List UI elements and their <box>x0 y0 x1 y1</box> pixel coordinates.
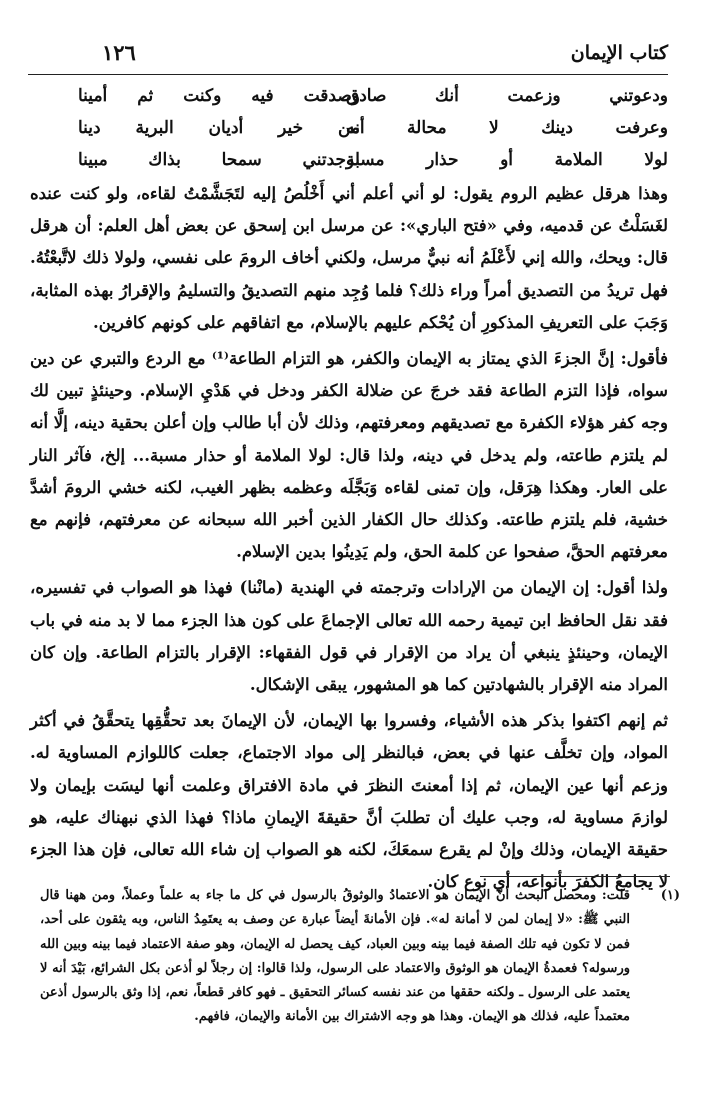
body-paragraph: فأقول: إنَّ الجزءَ الذي يمتاز به الإيمان والكفر، هو التزام الطاعة⁽¹⁾ مع الردع والتبري عن دين سواه، فإذا التزم الطاعة فقد خرجَ عن ضلالة الكفر ودخل في هَدْيِ الإسلام. وحينئذٍ تبين لك وجه كفر هؤلاء الكفرة مع تصديقهم ومعرفتهم، وذلك لأن أبا طالب وإن أعلن بحقية دينه، إلَّا أنه لم يلتزم طاعته، ولم يدخل في دينه، ولذا قال: لولا الملامة أو حذار مسبة... إلخ، فآثر النار على العار. وهكذا هِرَقل، وإن تمنى لقاءه وَبَجَّلَه وعظمه بظهر الغيب، لكنه خشي الرومَ أشدَّ خشية، فلم يلتزم طاعته. وكذلك حال الكفار الذين أخبر الله سبحانه عن معرفتهم، فإنهم مع معرفتهم الحقَّ، صفحوا عن كلمة الحق، ولم يَدِينُوا بدين الإسلام. <box>30 349 668 562</box>
poem-verse <box>30 146 668 178</box>
verse-first-hemistich: لولا الملامة أو حذار مسبة <box>346 150 668 170</box>
verse-first-hemistich: وعرفت دينك لا محالة أنه <box>346 118 668 138</box>
poem-block <box>30 82 668 178</box>
page-header <box>28 38 668 75</box>
verse-first-hemistich: ودعوتني وزعمت أنك صادق <box>346 86 668 106</box>
body-paragraph: ثم إنهم اكتفوا بذكر هذه الأشياء، وفسروا بها الإيمان، لأن الإيمانَ بعد تحقُّقِها يتحقَّقُ في أكثر المواد، وإن تخلَّف عنها في بعض، فبالنظر إلى مواد الاجتماع، جعلت كاللوازم المساوية له. وزعم أنها عين الإيمان، ثم إذا أمعنتَ النظرَ في مادة الافتراق وعلمت أنها ليسَت بإيمان ولا لوازمَ مساوية له، وجب عليك أن تطلبَ أنَّ حقيقةَ الإيمانِ ماذا؟ فهذا الذي نبهناك عليه، هو حقيقة الإيمان، وذلك وإنْ لم يقرع سمعَكَ، لكنه هو الصواب إن شاء الله تعالى، فإن هذا الجزء لا يجامعُ الكفرَ بأنواعه، أي نوع كان. <box>30 711 668 892</box>
verse-second-hemistich: من خير أديان البرية دينا <box>78 118 360 138</box>
verse-second-hemistich: لوجدتني سمحا بذاك مبينا <box>78 150 360 170</box>
poem-verse <box>30 82 668 114</box>
footnote-number: (١) <box>660 888 680 903</box>
body-paragraph: ولذا أقول: إن الإيمان من الإرادات وترجمته في الهندية (مانْنا) فهذا هو الصواب في تفسيره، فقد نقل الحافظ ابن تيمية رحمه الله تعالى الإجماعَ على كون هذا الجزء مما لا بد منه في باب الإيمان، وحينئذٍ ينبغي أن يراد من الإقرار في قول الفقهاء: الإقرار بالتزام الطاعة. وإن كان المراد منه الإقرار بالشهادتين كما هو المشهور، يبقى الإشكال. <box>30 578 668 695</box>
main-text <box>30 178 668 902</box>
verse-second-hemistich: وصدقت فيه وكنت ثم أمينا <box>78 86 360 106</box>
footnote <box>40 884 680 1030</box>
poem-verse <box>30 114 668 146</box>
footnote-separator <box>480 876 670 877</box>
footnote-text: قلت: ومحصل البحث أنَّ الإيمان هو الاعتمادُ والوثوقُ بالرسول في كل ما جاء به علماً وعملاً، ومن ههنا قال النبي ﷺ: «لا إيمان لمن لا أمانة له». فإن الأمانةَ أيضاً عبارة عن وصف به يعتَمِدُ الناس، وبه يثقون على أحد، فمن لا تكون فيه تلك الصفة فيما بينه وبين العباد، كيف يحصل له الإيمان، وهو صفة الاعتماد فيما بينه وبين الله ورسوله؟ فعمدةُ الإيمان هو الوثوق والاعتماد على الرسول، ولذا قالوا: إن رجلاً لو أذعن بكل الشرائع، بَيْدَ أنه لا يعتمد على الرسول ـ ولكنه حققها من عند نفسه كسائر التحقيق ـ فهو كافر قطعاً، نعم، إذا وثق بالرسول أذعن معتمداً عليه، فذلك هو الإيمان. وهذا هو وجه الاشتراك بين الأمانة والإيمان، فافهم. <box>40 888 630 1025</box>
body-paragraph: وهذا هرقل عظيم الروم يقول: لو أني أعلم أني أَخْلُصُ إليه لتَجَشَّمْتُ لقاءه، ولو كنت عنده لغَسَلْتُ عن قدميه، وفي «فتح الباري»: عن مرسل ابن إسحق عن بعض أهل العلم: أن هرقل قال: ويحك، والله إني لأَعْلَمُ أنه نبيٌّ مرسل، ولكني أخاف الرومَ على نفسي، ولولا ذلك لاتَّبعْتُهُ. فهل تريدُ من التصديق أمراً وراء ذلك؟ فلما وُجِد منهم التصديقُ والتسليمُ والإقرارُ بهذه المثابة، وَجَبَ على التعريفِ المذكورِ أن يُحْكم عليهم بالإسلام، مع اتفاقهم على كونهم كافرين. <box>30 184 668 332</box>
page-number: ١٢٦ <box>102 40 136 65</box>
book-title: كتاب الإيمان <box>570 42 668 64</box>
